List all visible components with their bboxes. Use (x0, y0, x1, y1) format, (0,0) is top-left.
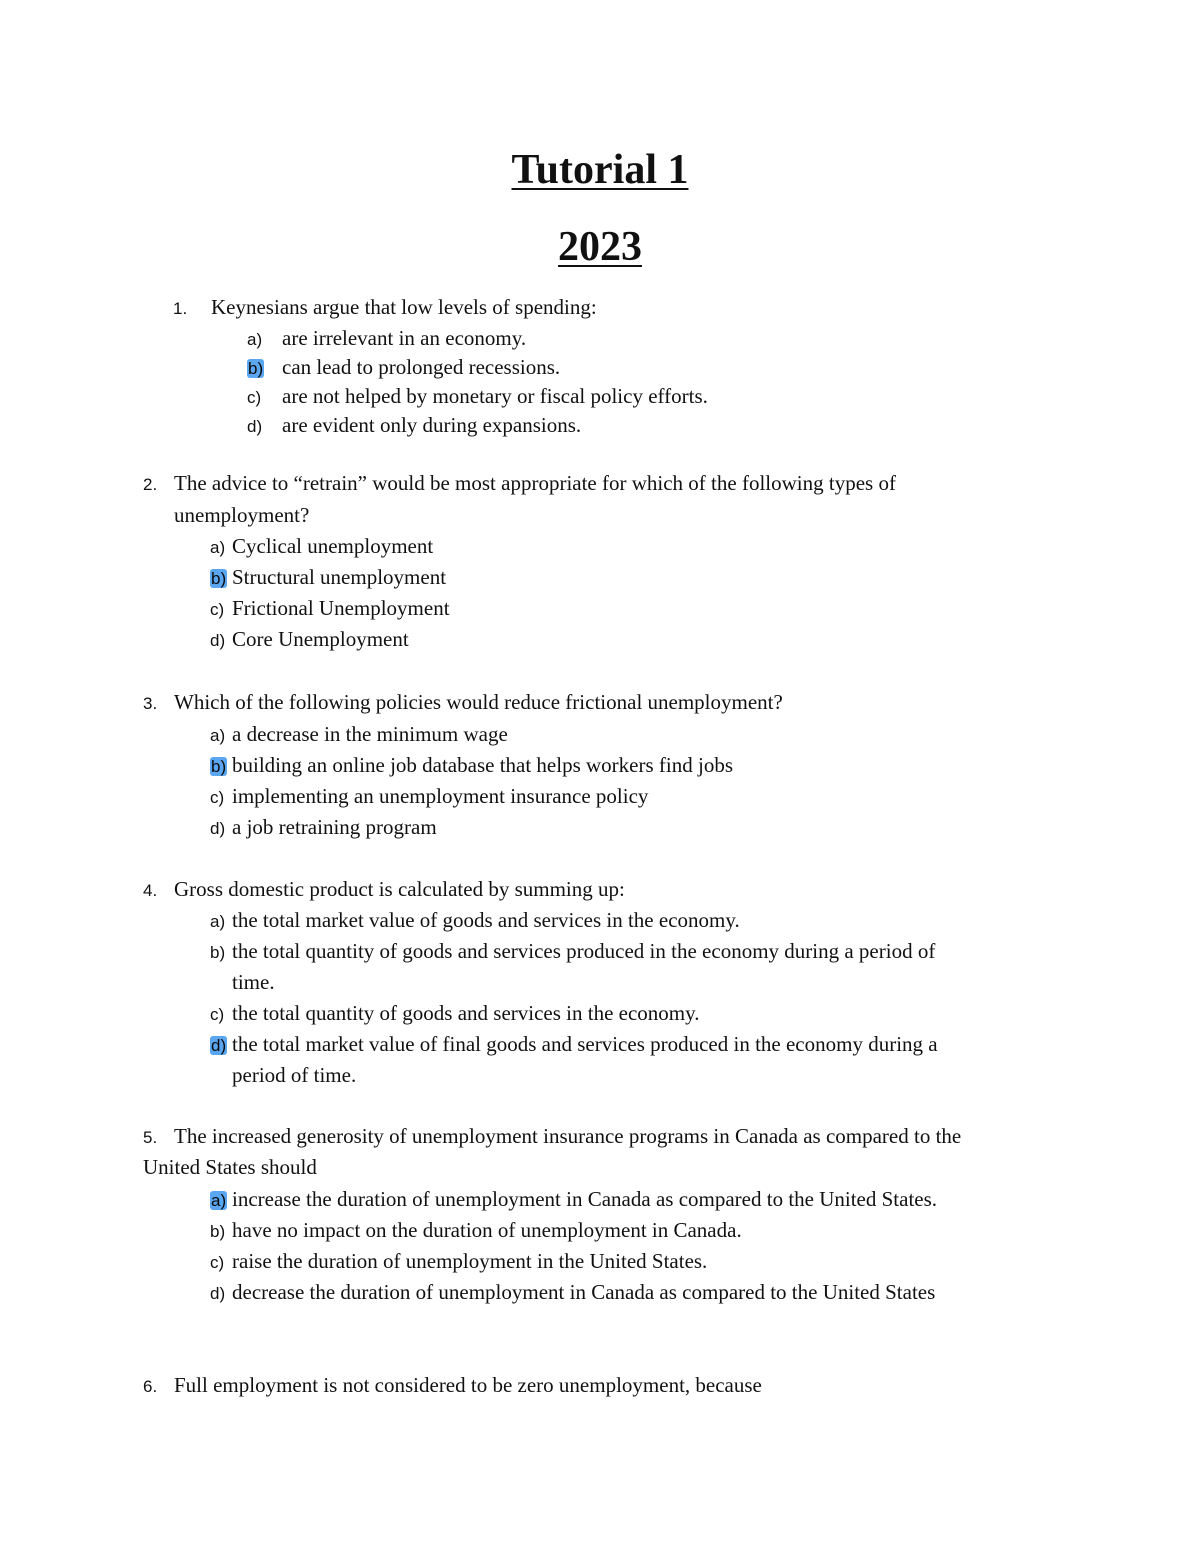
option-label: a) (210, 726, 226, 745)
option-label: d) (210, 631, 226, 650)
option-text: the total quantity of goods and services in the economy. (232, 1001, 700, 1025)
option-label: d) (210, 819, 226, 838)
option-text-cont: period of time. (232, 1063, 357, 1087)
answer-highlight: b) (211, 569, 227, 588)
option-label: a) (210, 538, 226, 557)
option (210, 624, 409, 656)
option (247, 381, 708, 413)
option-text: are evident only during expansions. (282, 413, 582, 437)
option-label: b) (210, 1222, 226, 1241)
answer-highlight: b) (211, 757, 227, 776)
option-text: are irrelevant in an economy. (282, 326, 527, 350)
option-text-cont: time. (232, 970, 275, 994)
document-year: 2023 (558, 224, 642, 270)
document-title: Tutorial 1 (511, 147, 689, 193)
option-text: can lead to prolonged recessions. (282, 355, 561, 379)
option-label: c) (210, 600, 225, 619)
question-text: Keynesians argue that low levels of spending: (211, 295, 597, 319)
option-correct (247, 352, 560, 384)
option-text: raise the duration of unemployment in the United States. (232, 1249, 708, 1273)
option (210, 812, 437, 844)
option (247, 323, 526, 355)
option-text: Frictional Unemployment (232, 596, 450, 620)
question-number: 5. (143, 1128, 158, 1147)
option-text: increase the duration of unemployment in Canada as compared to the United States. (232, 1187, 938, 1211)
option-text: are not helped by monetary or fiscal policy efforts. (282, 384, 708, 408)
option (210, 719, 508, 751)
option (210, 531, 433, 563)
option-label: c) (210, 1005, 225, 1024)
question-text-cont: unemployment? (174, 503, 310, 527)
option (210, 998, 700, 1030)
option-text: the total market value of final goods and services produced in the economy during a (232, 1032, 938, 1056)
option (210, 1246, 707, 1278)
option-correct (210, 1184, 937, 1216)
option-text: building an online job database that helps workers find jobs (232, 753, 733, 777)
option (210, 1215, 742, 1247)
question-text: Full employment is not considered to be zero unemployment, because (174, 1373, 762, 1397)
option-label: c) (210, 1253, 225, 1272)
option-text: a decrease in the minimum wage (232, 722, 508, 746)
question-number: 3. (143, 694, 158, 713)
question-text: The increased generosity of unemployment insurance programs in Canada as compared to the (174, 1124, 962, 1148)
option-text: the total quantity of goods and services produced in the economy during a period of (232, 939, 936, 963)
option-correct (210, 1029, 938, 1061)
question-number: 1. (173, 299, 188, 318)
option (210, 905, 740, 937)
question-number: 2. (143, 475, 158, 494)
option-text: a job retraining program (232, 815, 437, 839)
option-text: have no impact on the duration of unemployment in Canada. (232, 1218, 742, 1242)
option (210, 936, 935, 968)
option (210, 1277, 935, 1309)
question-text: Gross domestic product is calculated by summing up: (174, 877, 625, 901)
option-text: implementing an unemployment insurance policy (232, 784, 649, 808)
option-correct (210, 562, 446, 594)
answer-highlight: b) (248, 359, 264, 378)
option-text: Core Unemployment (232, 627, 409, 651)
option-text: Cyclical unemployment (232, 534, 434, 558)
option-correct (210, 750, 733, 782)
option-label: d) (210, 1284, 226, 1303)
option-label: a) (247, 330, 263, 349)
option (210, 593, 450, 625)
option-text: decrease the duration of unemployment in Canada as compared to the United States (232, 1280, 936, 1304)
question-text: Which of the following policies would reduce frictional unemployment? (174, 690, 783, 714)
option-text: Structural unemployment (232, 565, 447, 589)
question-number: 4. (143, 881, 158, 900)
question-text-cont: United States should (143, 1155, 317, 1179)
option-label: c) (247, 388, 262, 407)
answer-highlight: d) (211, 1036, 227, 1055)
option-label: c) (210, 788, 225, 807)
question-number: 6. (143, 1377, 158, 1396)
answer-highlight: a) (211, 1191, 227, 1210)
option-label: d) (247, 417, 263, 436)
option (247, 410, 581, 442)
option-label: a) (210, 912, 226, 931)
option (210, 781, 648, 813)
option-label: b) (210, 943, 226, 962)
option-text: the total market value of goods and services in the economy. (232, 908, 740, 932)
question-text: The advice to “retrain” would be most appropriate for which of the following types of (174, 471, 896, 495)
